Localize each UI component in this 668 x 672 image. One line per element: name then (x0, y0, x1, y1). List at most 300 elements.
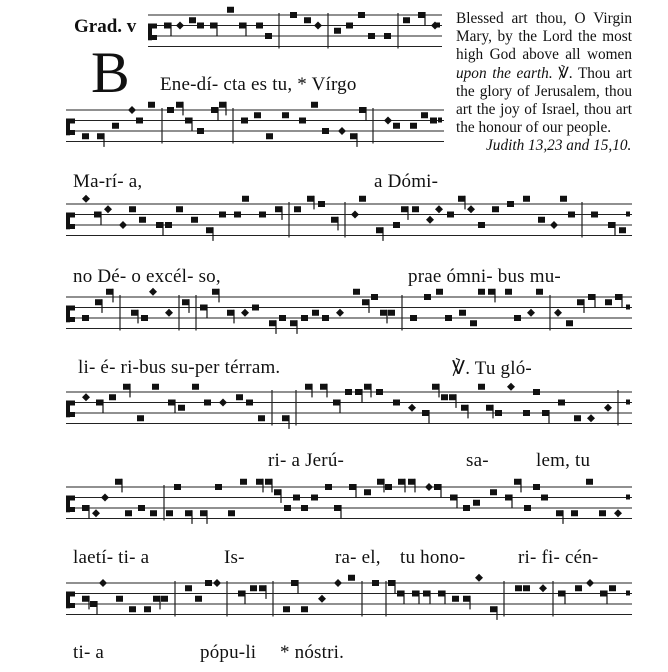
neume-square (234, 212, 241, 218)
neume-square (265, 33, 272, 39)
neume-square (619, 227, 626, 233)
neume-square (588, 294, 595, 300)
neume-square (432, 384, 439, 390)
neume-rhombus (586, 579, 594, 587)
neume-square (541, 495, 548, 501)
neume-square (490, 606, 497, 612)
lyric-line-2a: Ma-rí- a, (73, 171, 143, 192)
neume-rhombus (425, 483, 433, 491)
clef-mark (66, 592, 70, 609)
neume-square (219, 102, 226, 108)
neume-square (574, 415, 581, 421)
neume-square (293, 495, 300, 501)
custos (626, 591, 630, 596)
neume-square (523, 585, 530, 591)
neume-square (393, 400, 400, 406)
neume-rhombus (82, 195, 90, 203)
neume-rhombus (165, 309, 173, 317)
neume-square (241, 118, 248, 124)
neume-square (254, 112, 261, 118)
neume-square (533, 389, 540, 395)
neume-square (364, 384, 371, 390)
neume-square (299, 118, 306, 124)
neume-square (167, 107, 174, 113)
neume-square (138, 505, 145, 511)
neume-rhombus (435, 205, 443, 213)
neume-rhombus (104, 205, 112, 213)
clef-mark (70, 412, 75, 417)
neume-square (205, 580, 212, 586)
neume-square (571, 510, 578, 516)
neume-rhombus (213, 579, 221, 587)
neume-square (283, 606, 290, 612)
neume-rhombus (527, 309, 535, 317)
neume-square (362, 299, 369, 305)
neume-square (449, 394, 456, 400)
neume-square (82, 133, 89, 139)
neume-square (161, 596, 168, 602)
neume-square (97, 133, 104, 139)
neume-rhombus (507, 383, 515, 391)
neume-square (359, 107, 366, 113)
neume-square (238, 591, 245, 597)
neume-square (605, 299, 612, 305)
neume-square (185, 585, 192, 591)
custos (626, 400, 630, 405)
neume-square (242, 196, 249, 202)
neume-rhombus (408, 404, 416, 412)
neume-square (348, 575, 355, 581)
neume-square (558, 400, 565, 406)
clef-mark (70, 306, 75, 311)
translation-main: Blessed art thou, O Virgin Mary, by the Lord the most high God above all women (456, 10, 632, 64)
neume-square (376, 227, 383, 233)
neume-square (536, 289, 543, 295)
neume-square (82, 505, 89, 511)
neume-square (164, 23, 171, 29)
neume-square (384, 33, 391, 39)
neume-square (250, 585, 257, 591)
neume-square (388, 580, 395, 586)
neume-square (495, 410, 502, 416)
neume-square (246, 400, 253, 406)
neume-square (290, 320, 297, 326)
neume-square (197, 128, 204, 134)
neume-square (486, 405, 493, 411)
neume-square (488, 289, 495, 295)
neume-square (141, 315, 148, 321)
neume-square (311, 102, 318, 108)
lyric-line-4a: li- é- ri-bus su-per térram. (78, 357, 281, 378)
neume-square (239, 23, 246, 29)
neume-square (290, 12, 297, 18)
neume-square (371, 294, 378, 300)
neume-square (461, 405, 468, 411)
neume-square (129, 206, 136, 212)
neume-rhombus (176, 22, 184, 30)
neume-square (418, 12, 425, 18)
neume-square (524, 505, 531, 511)
neume-square (478, 384, 485, 390)
neume-square (215, 484, 222, 490)
neume-square (129, 606, 136, 612)
neume-square (90, 601, 97, 607)
neume-square (123, 384, 130, 390)
neume-square (505, 495, 512, 501)
neume-square (458, 196, 465, 202)
neume-square (258, 415, 265, 421)
neume-square (355, 389, 362, 395)
clef-mark (70, 224, 75, 229)
neume-square (345, 389, 352, 395)
lyric-line-6a: laetí- ti- a (73, 547, 150, 568)
neume-square (608, 222, 615, 228)
clef-mark (70, 507, 75, 512)
lyric-line-6b: Is- (224, 547, 245, 568)
neume-square (139, 217, 146, 223)
neume-square (523, 196, 530, 202)
neume-square (301, 505, 308, 511)
neume-square (256, 23, 263, 29)
neume-square (542, 410, 549, 416)
neume-square (106, 289, 113, 295)
lyric-line-7b: pópu-li (200, 642, 257, 663)
neume-square (322, 128, 329, 134)
neume-square (115, 479, 122, 485)
neume-square (275, 206, 282, 212)
neume-square (538, 217, 545, 223)
neume-square (166, 510, 173, 516)
initial-letter: B (91, 40, 130, 105)
neume-square (200, 305, 207, 311)
neume-square (492, 206, 499, 212)
neume-square (334, 505, 341, 511)
neume-rhombus (314, 22, 322, 30)
neume-square (515, 585, 522, 591)
neume-square (95, 299, 102, 305)
neume-square (445, 315, 452, 321)
neume-square (182, 299, 189, 305)
lyric-line-2b: a Dómi- (374, 171, 439, 192)
neume-square (353, 289, 360, 295)
neume-rhombus (539, 584, 547, 592)
neume-square (408, 479, 415, 485)
neume-square (377, 479, 384, 485)
clef-mark (66, 119, 70, 136)
neume-square (359, 196, 366, 202)
neume-square (586, 479, 593, 485)
neume-rhombus (467, 205, 475, 213)
neume-rhombus (101, 494, 109, 502)
neume-square (94, 212, 101, 218)
clef-mark (70, 496, 75, 501)
lyric-line-5c: lem, tu (536, 450, 591, 471)
neume-square (204, 400, 211, 406)
neume-square (265, 479, 272, 485)
lyric-line-1: Ene-dí- cta es tu, * Vírgo (160, 74, 357, 95)
neume-square (311, 495, 318, 501)
neume-square (200, 510, 207, 516)
neume-square (291, 580, 298, 586)
neume-square (388, 310, 395, 316)
lyric-line-4b: ℣. Tu gló- (452, 358, 532, 379)
neume-square (333, 400, 340, 406)
clef-mark (70, 401, 75, 406)
neume-square (294, 206, 301, 212)
neume-square (282, 415, 289, 421)
neume-rhombus (475, 574, 483, 582)
neume-square (150, 510, 157, 516)
neume-rhombus (92, 509, 100, 517)
neume-square (350, 133, 357, 139)
neume-square (168, 400, 175, 406)
neume-square (575, 585, 582, 591)
neume-square (470, 320, 477, 326)
lyric-line-6e: ri- fi- cén- (518, 547, 599, 568)
custos (626, 495, 630, 500)
neume-square (185, 118, 192, 124)
neume-rhombus (119, 221, 127, 229)
neume-square (424, 294, 431, 300)
neume-square (398, 479, 405, 485)
neume-rhombus (614, 509, 622, 517)
neume-square (156, 222, 163, 228)
translation-italic: upon the earth. (456, 64, 553, 82)
neume-rhombus (426, 216, 434, 224)
neume-square (165, 222, 172, 228)
neume-square (136, 118, 143, 124)
neume-square (423, 591, 430, 597)
neume-square (82, 315, 89, 321)
neume-square (514, 479, 521, 485)
neume-rhombus (219, 399, 227, 407)
neume-square (318, 201, 325, 207)
clef-mark (70, 213, 75, 218)
neume-square (109, 394, 116, 400)
neume-square (385, 484, 392, 490)
neume-square (322, 315, 329, 321)
neume-square (191, 217, 198, 223)
neume-rhombus (550, 221, 558, 229)
neume-square (256, 479, 263, 485)
neume-square (96, 400, 103, 406)
neume-square (438, 591, 445, 597)
neume-square (463, 596, 470, 602)
neume-square (591, 212, 598, 218)
custos (438, 118, 442, 123)
neume-square (301, 315, 308, 321)
neume-square (358, 12, 365, 18)
custos (626, 212, 630, 217)
neume-square (125, 510, 132, 516)
neume-square (364, 489, 371, 495)
neume-square (211, 107, 218, 113)
neume-square (558, 591, 565, 597)
translation-reference: Judith 13,23 and 15,10. (486, 137, 632, 155)
neume-square (320, 384, 327, 390)
neume-rhombus (554, 309, 562, 317)
neume-square (112, 123, 119, 129)
neume-square (148, 102, 155, 108)
clef-mark (152, 24, 157, 29)
neume-rhombus (334, 579, 342, 587)
neume-square (334, 28, 341, 34)
neume-square (259, 585, 266, 591)
neume-square (401, 206, 408, 212)
neume-rhombus (99, 579, 107, 587)
neume-square (153, 596, 160, 602)
neume-square (560, 196, 567, 202)
neume-square (331, 217, 338, 223)
neume-square (397, 591, 404, 597)
neume-square (131, 310, 138, 316)
translation-rest: ℣. Thou art the glory of Jerusalem, thou art the joy of Israel, thou art the honour of our people. (456, 64, 632, 137)
neume-square (176, 206, 183, 212)
neume-square (176, 102, 183, 108)
neume-square (430, 118, 437, 124)
neume-square (325, 484, 332, 490)
neume-square (459, 310, 466, 316)
neume-square (178, 405, 185, 411)
neume-square (210, 23, 217, 29)
lyric-line-6d: tu hono- (400, 547, 466, 568)
clef-mark (70, 317, 75, 322)
neume-square (599, 510, 606, 516)
neume-square (312, 310, 319, 316)
neume-square (447, 212, 454, 218)
neume-rhombus (384, 117, 392, 125)
clef-mark (66, 401, 70, 418)
neume-square (189, 17, 196, 23)
neume-square (434, 484, 441, 490)
clef-mark (70, 119, 75, 124)
neume-square (441, 394, 448, 400)
neume-square (259, 212, 266, 218)
custos (436, 23, 440, 28)
neume-square (410, 315, 417, 321)
clef-mark (70, 592, 75, 597)
neume-rhombus (336, 309, 344, 317)
neume-square (436, 289, 443, 295)
lyric-line-3a: no Dé- o excél- so, (73, 266, 221, 287)
neume-square (152, 384, 159, 390)
neume-rhombus (82, 393, 90, 401)
neume-square (227, 310, 234, 316)
clef-mark (70, 603, 75, 608)
neume-square (219, 212, 226, 218)
clef-mark (148, 24, 152, 41)
neume-square (376, 389, 383, 395)
neume-square (609, 585, 616, 591)
neume-square (82, 596, 89, 602)
clef-mark (66, 306, 70, 323)
clef-mark (152, 35, 157, 40)
neume-rhombus (241, 309, 249, 317)
neume-square (566, 320, 573, 326)
neume-square (412, 591, 419, 597)
neume-square (346, 23, 353, 29)
neume-square (422, 410, 429, 416)
neume-square (144, 606, 151, 612)
lyric-line-6c: ra- el, (335, 547, 381, 568)
neume-square (305, 384, 312, 390)
neume-square (507, 201, 514, 207)
clef-mark (66, 213, 70, 230)
neume-square (116, 596, 123, 602)
neume-square (236, 394, 243, 400)
neume-square (615, 294, 622, 300)
lyric-line-5b: sa- (466, 450, 489, 471)
neume-square (301, 606, 308, 612)
neume-square (206, 227, 213, 233)
neume-square (478, 289, 485, 295)
neume-square (228, 510, 235, 516)
neume-square (195, 596, 202, 602)
neume-square (227, 7, 234, 13)
neume-square (393, 222, 400, 228)
neume-square (478, 222, 485, 228)
neume-square (403, 17, 410, 23)
neume-rhombus (338, 127, 346, 135)
neume-rhombus (604, 404, 612, 412)
neume-square (556, 510, 563, 516)
neume-square (577, 299, 584, 305)
neume-square (473, 500, 480, 506)
neume-square (269, 320, 276, 326)
neume-square (368, 33, 375, 39)
neume-square (137, 415, 144, 421)
neume-square (490, 489, 497, 495)
neume-square (568, 212, 575, 218)
neume-square (600, 591, 607, 597)
neume-square (349, 484, 356, 490)
neume-square (304, 17, 311, 23)
neume-square (212, 289, 219, 295)
neume-square (307, 196, 314, 202)
neume-square (533, 484, 540, 490)
neume-rhombus (149, 288, 157, 296)
neume-square (421, 112, 428, 118)
lyric-line-7c: * nóstri. (280, 642, 345, 663)
neume-square (185, 510, 192, 516)
neume-square (282, 112, 289, 118)
lyric-line-7a: ti- a (73, 642, 105, 663)
neume-rhombus (587, 414, 595, 422)
neume-square (514, 315, 521, 321)
neume-square (284, 505, 291, 511)
neume-square (523, 410, 530, 416)
neume-square (192, 384, 199, 390)
mode-label: Grad. v (74, 16, 137, 37)
neume-square (266, 133, 273, 139)
neume-square (505, 289, 512, 295)
neume-rhombus (351, 211, 359, 219)
neume-square (197, 23, 204, 29)
neume-square (450, 495, 457, 501)
neume-square (274, 489, 281, 495)
neume-square (393, 123, 400, 129)
neume-square (174, 484, 181, 490)
neume-square (380, 310, 387, 316)
neume-square (452, 596, 459, 602)
neume-square (279, 315, 286, 321)
lyric-line-3b: prae ómni- bus mu- (408, 266, 561, 287)
lyric-line-5a: ri- a Jerú- (268, 450, 345, 471)
neume-square (412, 206, 419, 212)
custos (626, 305, 630, 310)
neume-square (463, 505, 470, 511)
clef-mark (66, 496, 70, 513)
